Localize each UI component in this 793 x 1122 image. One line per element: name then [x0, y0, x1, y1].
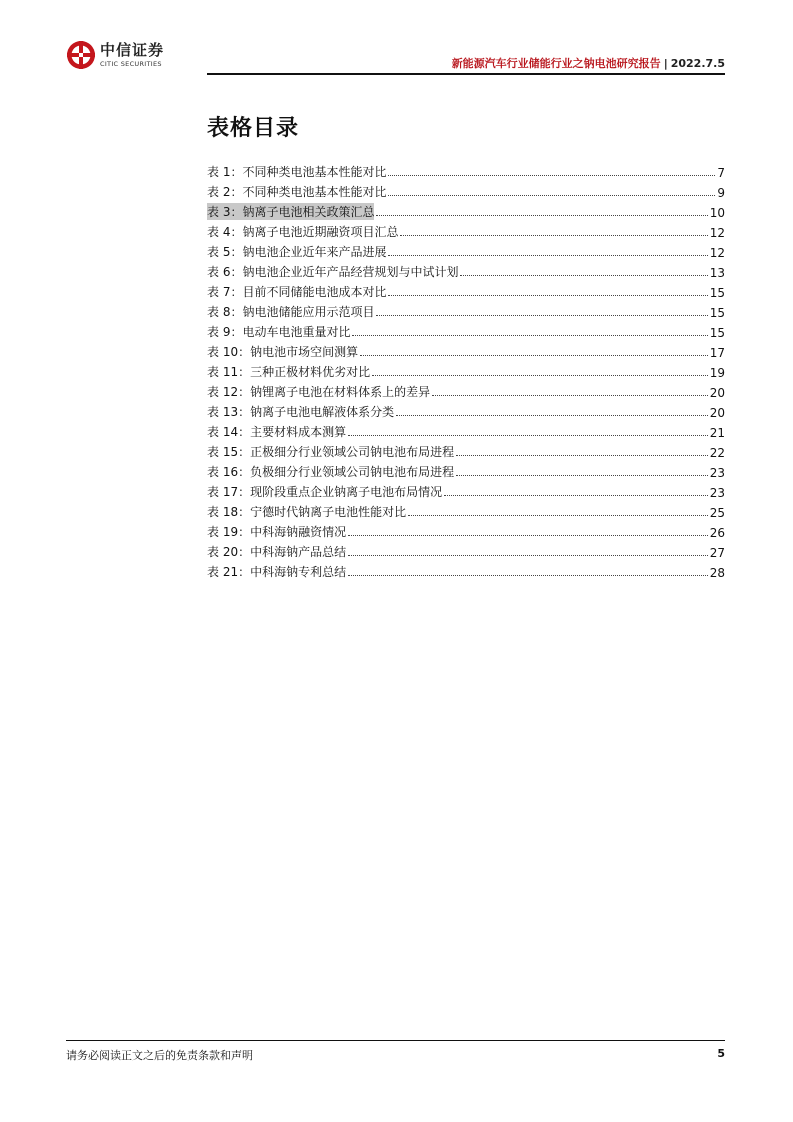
toc-entry-label: 表 6：钠电池企业近年产品经营规划与中试计划: [207, 265, 459, 279]
toc-entry-page: 15: [709, 306, 725, 320]
toc-entry-page: 13: [709, 266, 725, 280]
toc-entry-page: 17: [709, 346, 725, 360]
toc-leader-dots: [388, 175, 715, 176]
toc-entry[interactable]: [207, 340, 725, 360]
toc-entry-label: 表 15：正极细分行业领域公司钠电池布局进程: [207, 445, 455, 459]
toc-leader-dots: [396, 415, 708, 416]
toc-entry[interactable]: [207, 400, 725, 420]
report-header: [452, 55, 725, 71]
toc-entry-label: 表 16：负极细分行业领域公司钠电池布局进程: [207, 465, 455, 479]
toc-entry[interactable]: [207, 300, 725, 320]
toc-entry-page: 15: [709, 286, 725, 300]
toc-entry-page: 10: [709, 206, 725, 220]
citic-logo-icon: [66, 40, 96, 70]
toc-entry[interactable]: [207, 560, 725, 580]
toc-entry-label: 表 14：主要材料成本测算: [207, 425, 347, 439]
toc-entry[interactable]: [207, 520, 725, 540]
toc-leader-dots: [352, 335, 707, 336]
brand-name-en: CITIC SECURITIES: [100, 59, 162, 68]
toc-entry-label: 表 1：不同种类电池基本性能对比: [207, 165, 387, 179]
toc-entry-page: 23: [709, 466, 725, 480]
toc-leader-dots: [348, 535, 708, 536]
toc-entry-label: 表 20：中科海钠产品总结: [207, 545, 347, 559]
toc-entry[interactable]: [207, 500, 725, 520]
toc-entry[interactable]: [207, 480, 725, 500]
toc-entry-label: 表 7：目前不同储能电池成本对比: [207, 285, 387, 299]
toc-leader-dots: [360, 355, 708, 356]
toc-entry-page: 22: [709, 446, 725, 460]
toc-entry[interactable]: [207, 540, 725, 560]
toc-entry-label: 表 21：中科海钠专利总结: [207, 565, 347, 579]
toc-entry-page: 15: [709, 326, 725, 340]
toc-entry-page: 23: [709, 486, 725, 500]
toc-leader-dots: [432, 395, 708, 396]
brand-name-cn: 中信证券: [100, 40, 165, 59]
report-date: 2022.7.5: [670, 57, 725, 70]
toc-entry-label: 表 17：现阶段重点企业钠离子电池布局情况: [207, 485, 443, 499]
toc-leader-dots: [408, 515, 708, 516]
toc-entry[interactable]: [207, 460, 725, 480]
toc-entry-selected[interactable]: [207, 200, 725, 220]
toc-entry[interactable]: [207, 180, 725, 200]
toc-leader-dots: [372, 375, 708, 376]
footer-disclaimer: 请务必阅读正文之后的免责条款和声明: [66, 1049, 253, 1062]
toc-entry-label: 表 5：钠电池企业近年来产品进展: [207, 245, 387, 259]
toc-entry[interactable]: [207, 220, 725, 240]
toc-leader-dots: [376, 315, 707, 316]
toc-entry[interactable]: [207, 160, 725, 180]
toc-leader-dots: [388, 195, 715, 196]
toc-entry-label: 表 19：中科海钠融资情况: [207, 525, 347, 539]
toc-leader-dots: [388, 255, 707, 256]
toc-leader-dots: [376, 215, 707, 216]
logo: [66, 38, 176, 72]
toc-entry-label: 表 4：钠离子电池近期融资项目汇总: [207, 225, 399, 239]
toc-entry-page: 26: [709, 526, 725, 540]
toc-entry[interactable]: [207, 360, 725, 380]
toc-entry[interactable]: [207, 420, 725, 440]
table-of-contents: [207, 160, 725, 580]
toc-entry[interactable]: [207, 320, 725, 340]
toc-entry-label: 表 3：钠离子电池相关政策汇总: [207, 205, 375, 219]
toc-leader-dots: [460, 275, 707, 276]
page-number: 5: [717, 1047, 725, 1060]
toc-entry-label: 表 8：钠电池储能应用示范项目: [207, 305, 375, 319]
toc-leader-dots: [348, 435, 708, 436]
header-divider: [207, 73, 725, 75]
toc-entry-page: 7: [717, 166, 725, 180]
toc-entry-page: 25: [709, 506, 725, 520]
page-title: 表格目录: [207, 116, 300, 141]
toc-leader-dots: [400, 235, 707, 236]
toc-entry[interactable]: [207, 440, 725, 460]
toc-leader-dots: [456, 475, 708, 476]
toc-entry-page: 27: [709, 546, 725, 560]
report-title: 新能源汽车行业储能行业之钠电池研究报告: [451, 57, 661, 70]
toc-entry-page: 21: [709, 426, 725, 440]
toc-entry-page: 20: [709, 386, 725, 400]
toc-entry-page: 19: [709, 366, 725, 380]
toc-entry[interactable]: [207, 380, 725, 400]
toc-entry[interactable]: [207, 280, 725, 300]
toc-entry-label: 表 11：三种正极材料优劣对比: [207, 365, 371, 379]
toc-entry-label: 表 10：钠电池市场空间测算: [207, 345, 359, 359]
toc-entry[interactable]: [207, 240, 725, 260]
toc-entry-label: 表 2：不同种类电池基本性能对比: [207, 185, 387, 199]
toc-entry-page: 12: [709, 226, 725, 240]
toc-entry-page: 9: [717, 186, 725, 200]
toc-entry-page: 12: [709, 246, 725, 260]
toc-entry-label: 表 12：钠锂离子电池在材料体系上的差异: [207, 385, 431, 399]
toc-leader-dots: [456, 455, 708, 456]
toc-entry-label: 表 9：电动车电池重量对比: [207, 325, 351, 339]
toc-entry-page: 20: [709, 406, 725, 420]
toc-leader-dots: [348, 555, 708, 556]
toc-entry-page: 28: [709, 566, 725, 580]
toc-entry[interactable]: [207, 260, 725, 280]
toc-leader-dots: [348, 575, 708, 576]
toc-leader-dots: [388, 295, 707, 296]
footer-divider: [66, 1040, 725, 1041]
toc-leader-dots: [444, 495, 708, 496]
toc-entry-label: 表 18：宁德时代钠离子电池性能对比: [207, 505, 407, 519]
toc-entry-label: 表 13：钠离子电池电解液体系分类: [207, 405, 395, 419]
header-separator: |: [663, 57, 668, 70]
